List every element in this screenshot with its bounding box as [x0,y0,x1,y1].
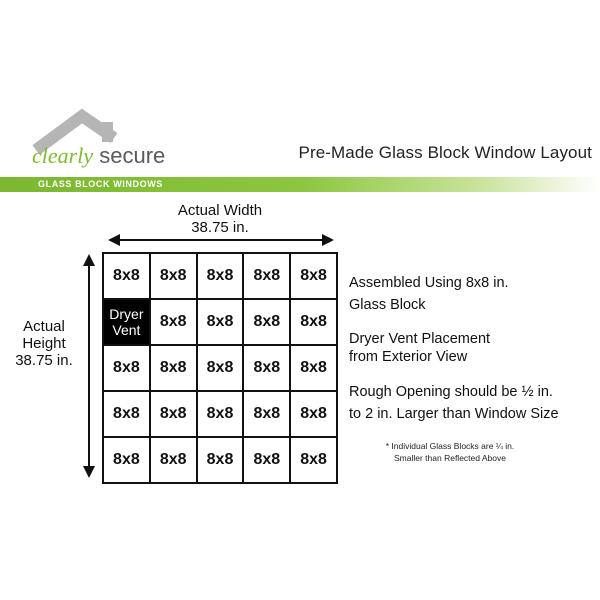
glass-block-cell: 8x8 [243,253,290,299]
glass-block-cell: 8x8 [243,345,290,391]
height-title-2: Height [22,335,66,352]
footnote-line-1: * Individual Glass Blocks are ¼ in. [385,441,515,451]
glass-block-cell: 8x8 [197,299,244,345]
glass-block-cell: 8x8 [150,437,197,483]
rough-note-line-1: Rough Opening should be ½ in. [349,384,553,400]
dryer-vent-label-2: Vent [112,322,141,338]
assembly-note-line-2: Glass Block [349,297,426,313]
dryer-vent-block [103,299,150,345]
glass-block-cell: 8x8 [243,437,290,483]
width-value: 38.75 in. [191,219,249,236]
height-title: Actual [23,318,65,335]
glass-block-cell: 8x8 [290,391,337,437]
assembly-note-line-1: Assembled Using 8x8 in. [349,275,509,291]
glass-block-cell: 8x8 [103,391,150,437]
width-arrow-icon [108,234,334,246]
glass-block-cell: 8x8 [243,391,290,437]
glass-block-cell: 8x8 [103,345,150,391]
glass-block-cell: 8x8 [290,437,337,483]
logo-word-clearly: clearly [32,143,94,168]
glass-block-cell: 8x8 [290,299,337,345]
vent-note-line-2: from Exterior View [349,349,468,365]
logo-word-secure: secure [99,143,166,168]
footnote-line-2: Smaller than Reflected Above [394,453,506,463]
assembly-note [349,274,509,314]
rough-opening-note [349,383,559,423]
page-title: Pre-Made Glass Block Window Layout [298,143,592,162]
glass-block-cell: 8x8 [197,437,244,483]
glass-block-cell: 8x8 [150,345,197,391]
glass-block-cell: 8x8 [197,391,244,437]
glass-block-cell: 8x8 [243,299,290,345]
block-size-footnote [370,440,530,464]
glass-block-cell: 8x8 [150,299,197,345]
dryer-vent-label-1: Dryer [109,306,144,322]
glass-block-cell: 8x8 [197,253,244,299]
glass-block-cell: 8x8 [197,345,244,391]
vent-note-line-1: Dryer Vent Placement [349,331,491,347]
glass-block-cell: 8x8 [290,253,337,299]
glass-block-cell: 8x8 [103,437,150,483]
glass-block-cell: 8x8 [290,345,337,391]
height-value: 38.75 in. [15,352,73,369]
height-arrow-icon [83,254,95,478]
glass-block-cell: 8x8 [150,391,197,437]
glass-block-cell: 8x8 [103,253,150,299]
brand-tagline: GLASS BLOCK WINDOWS [38,179,163,189]
width-title: Actual Width [177,202,263,219]
glass-block-cell: 8x8 [150,253,197,299]
glass-block-grid [102,252,338,484]
vent-placement-note [349,330,490,366]
rough-note-line-2: to 2 in. Larger than Window Size [349,406,559,422]
